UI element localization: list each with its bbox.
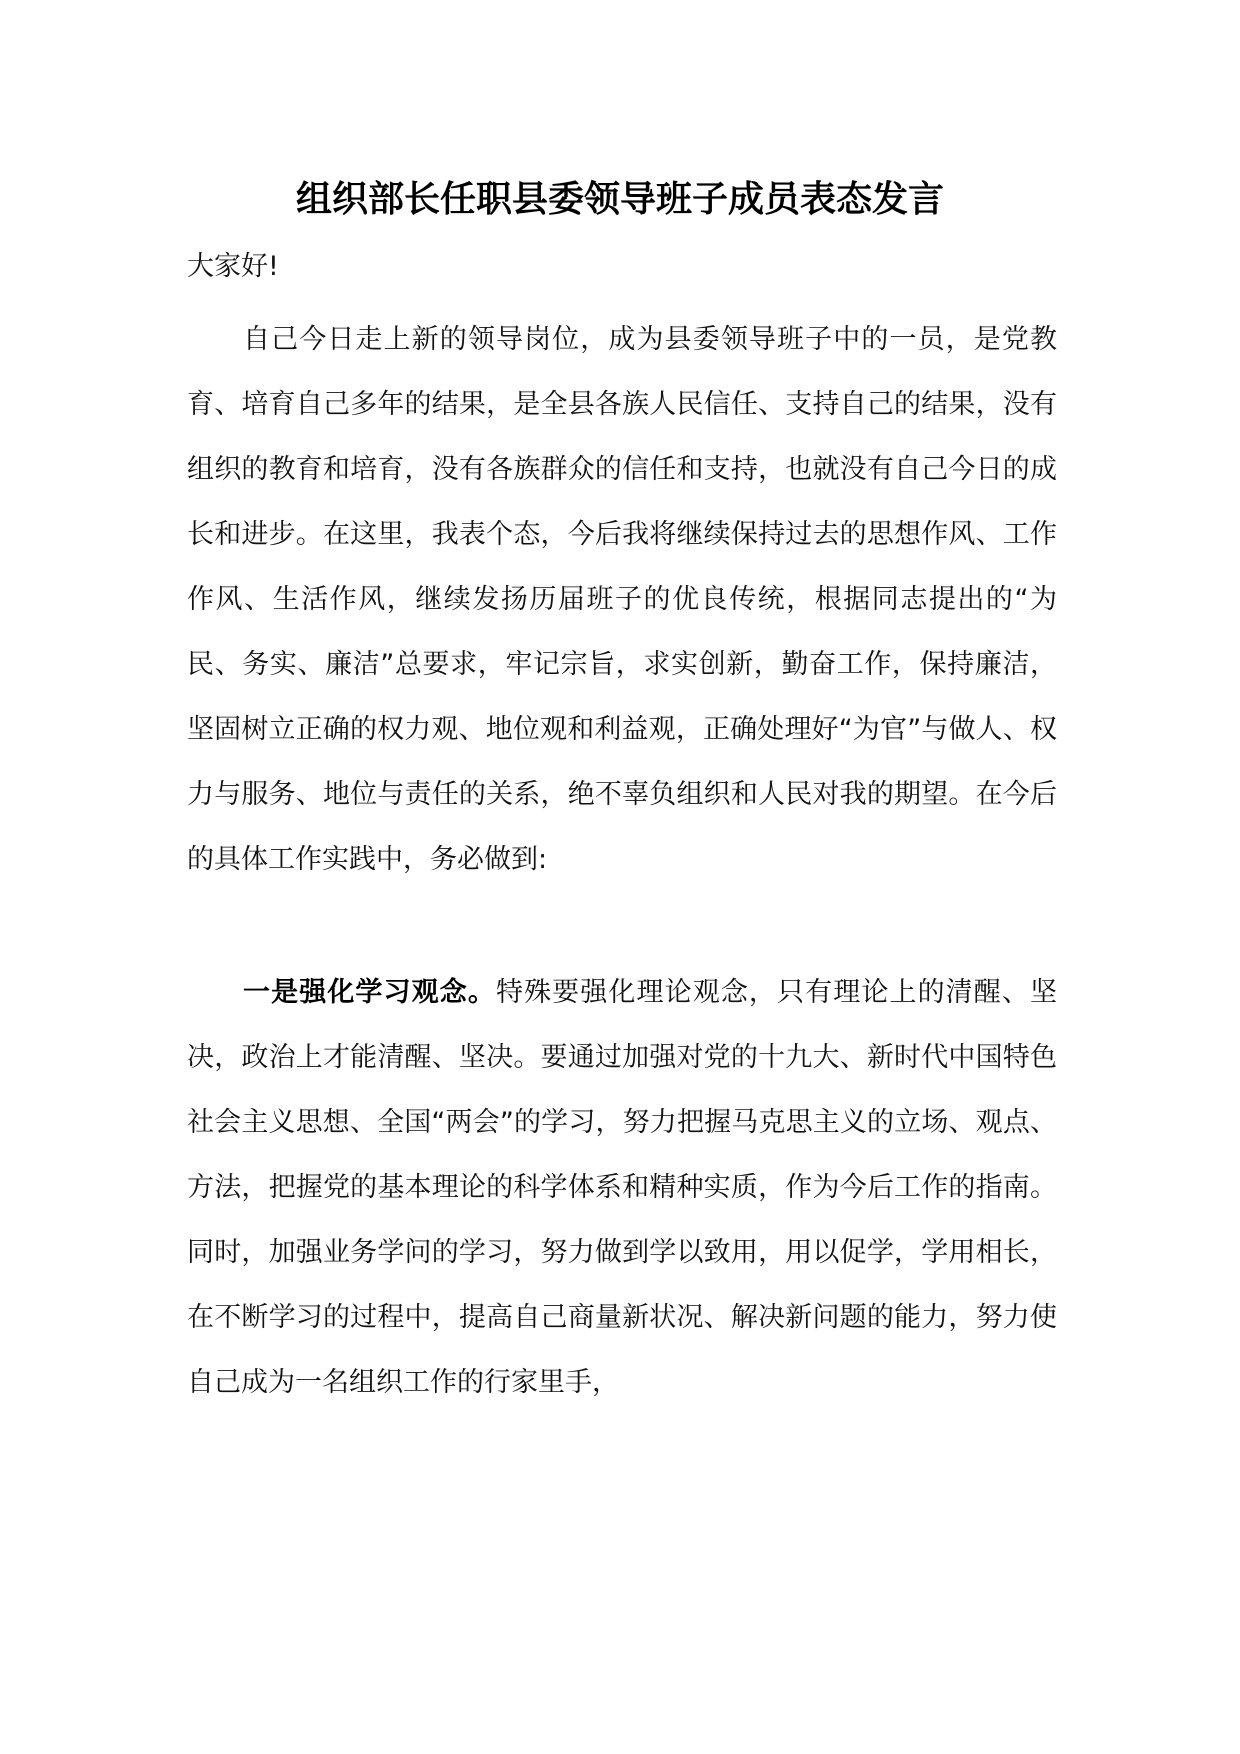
- document-title: 组织部长任职县委领导班子成员表态发言: [295, 179, 944, 220]
- greeting: 大家好!: [187, 251, 279, 282]
- paragraph-1: 自己今日走上新的领导岗位，成为县委领导班子中的一员，是党教育、培育自己多年的结果，是全县各族人民信任、支持自己的结果，没有组织的教育和培育，没有各族群众的信任和支持，也就没有自己今日的成长和进步。在这里，我表个态，今后我将继续保持过去的思想作风、工作作风、生活作风，继续发扬历届班子的优良传统，根据同志提出的“为民、务实、廉洁”总要求，牢记宗旨，求实创新，勤奋工作，保持廉洁，坚固树立正确的权力观、地位观和利益观，正确处理好“为官”与做人、权力与服务、地位与责任的关系，绝不辜负组织和人民对我的期望。在今后的具体工作实践中，务必做到:: [187, 324, 1057, 875]
- paragraph-2-body: 特殊要强化理论观念，只有理论上的清醒、坚决，政治上才能清醒、坚决。要通过加强对党的十九大、新时代中国特色社会主义思想、全国“两会”的学习，努力把握马克思主义的立场、观点、方法，把握党的基本理论的科学体系和精种实质，作为今后工作的指南。同时，加强业务学问的学习，努力做到学以致用，用以促学，学用相长，在不断学习的过程中，提高自己商量新状况、解决新问题的能力，努力使自己成为一名组织工作的行家里手，: [187, 977, 1058, 1398]
- paragraph-2: [187, 960, 1057, 1415]
- paragraph-2-lead: 一是强化学习观念。: [243, 977, 496, 1008]
